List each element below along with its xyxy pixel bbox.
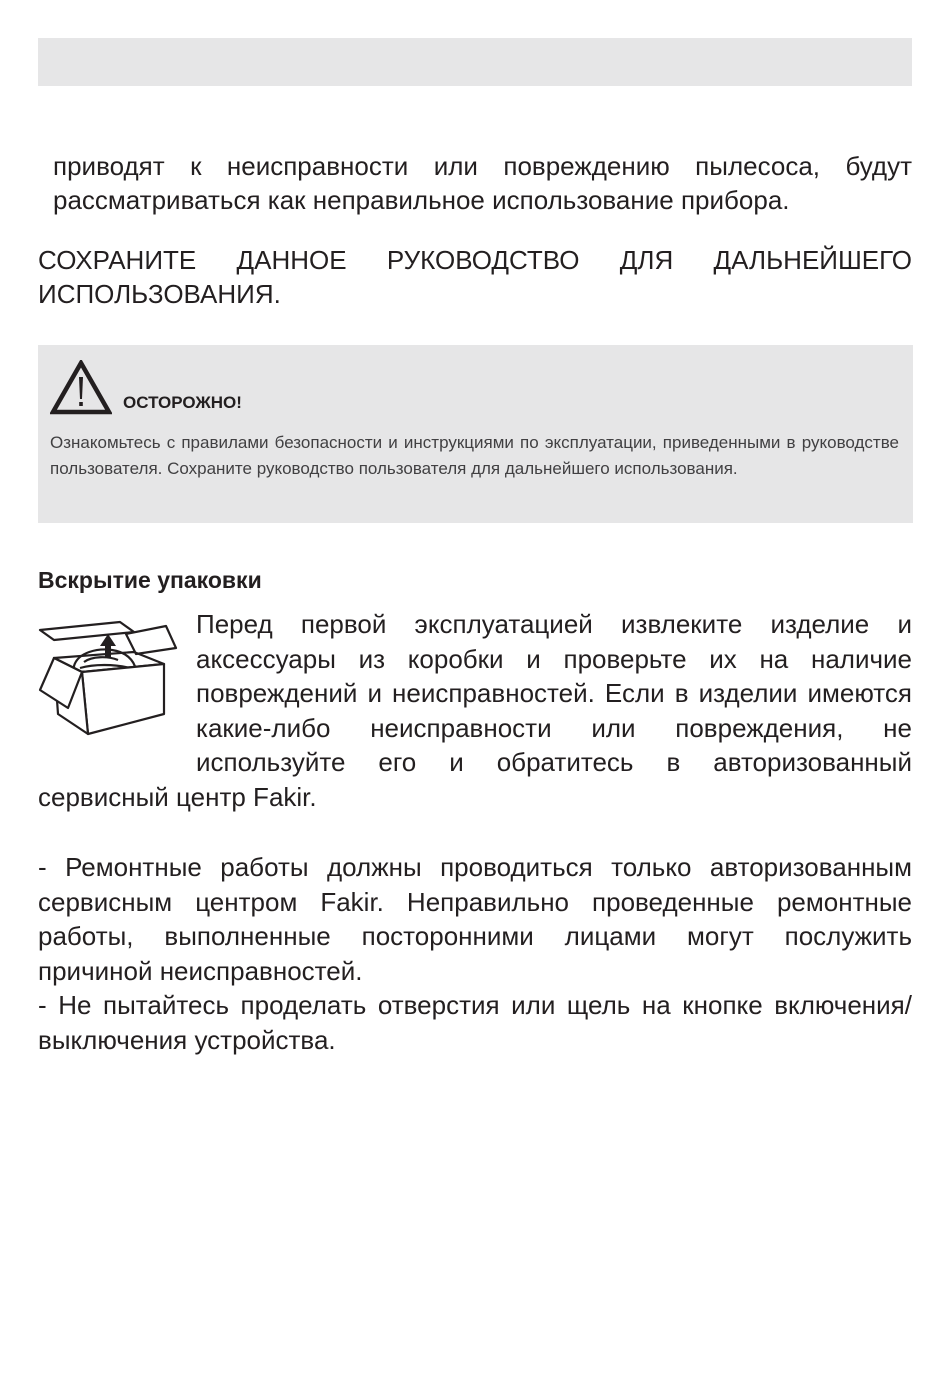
warning-text: Ознакомьтесь с правилами безопасности и инструкциями по эксплуатации, приведенными в руководстве пользователя. Сохраните руководство пользователя для дальнейшего использования. [50,433,899,478]
repair-note: - Ремонтные работы должны проводиться только авторизованным сервисным центром Fakir. Неправильно проведенные ремонтные работы, выполненные посторонними лицами могут послужить причиной неисправностей. [38,852,912,986]
save-manual-note: СОХРАНИТЕ ДАННОЕ РУКОВОДСТВО ДЛЯ ДАЛЬНЕЙШЕГО ИСПОЛЬЗОВАНИЯ. [38,245,912,309]
intro-paragraph: приводят к неисправности или повреждению пылесоса, будут рассматриваться как неправильное использование прибора. [53,151,912,215]
unpacking-paragraph [38,607,912,814]
section-title-unpacking: Вскрытие упаковки [38,567,262,593]
warning-box [38,345,913,523]
drill-note: - Не пытайтесь проделать отверстия или щель на кнопке включения/выключения устройства. [38,990,912,1055]
header-bar [38,38,912,86]
unpacking-text: Перед первой эксплуатацией извлеките изделие и аксессуары из коробки и проверьте их на наличие повреждений и неисправностей. Если в изделии имеются какие-либо неисправности или повреждения, не используйте его и обратитесь в авторизованный сервисный центр Fakir. [38,609,912,812]
warning-triangle-icon [50,360,112,415]
warning-title: ОСТОРОЖНО! [123,393,242,412]
